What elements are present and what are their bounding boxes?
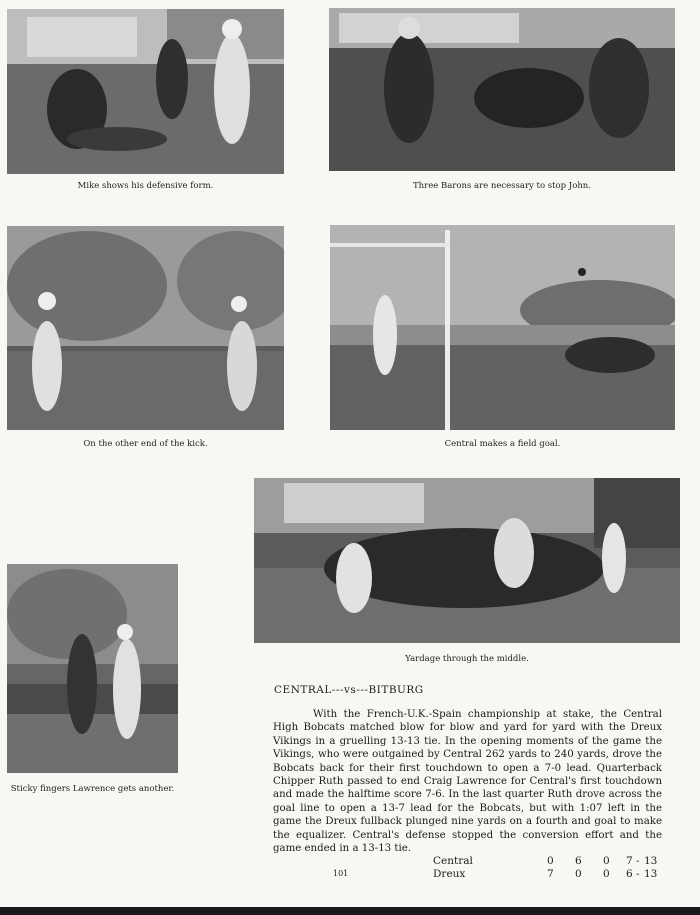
q4-score: 7 — [626, 855, 633, 867]
photo-defensive-form — [7, 9, 284, 174]
q1-score: 0 — [547, 855, 554, 867]
q4-score: 6 — [626, 868, 633, 880]
photo-caption: Central makes a field goal. — [444, 439, 561, 449]
photo-field-goal — [330, 225, 675, 430]
q1-score: 7 — [547, 868, 554, 880]
q3-score: 0 — [603, 868, 610, 880]
page-number: 101 — [333, 869, 349, 878]
photo-caption: On the other end of the kick. — [83, 439, 208, 449]
q2-score: 6 — [575, 855, 582, 867]
photo-sticky-fingers — [7, 564, 178, 773]
photo-caption: Three Barons are necessary to stop John. — [413, 181, 591, 191]
photo-caption: Yardage through the middle. — [405, 654, 529, 664]
photo-yardage-middle — [254, 478, 680, 643]
photo-three-barons — [329, 8, 675, 171]
page-bottom-edge — [0, 907, 700, 915]
q3-score: 0 — [603, 855, 610, 867]
photo-other-end-kick — [7, 226, 284, 430]
photo-caption: Sticky fingers Lawrence gets another. — [10, 784, 175, 794]
article-body — [273, 708, 662, 855]
article-paragraph: With the French-U.K.-Spain championship at stake, the Central High Bobcats matched blow for blow and yard for yard with the Dreux Vikings in a gruelling 13-13 tie. In the opening moments of the game the Vikings, who were outgained by Central 262 yards to 240 yards, drove the Bobcats back for their first touchdown to open a 7-0 lead. Quarterback Chipper Ruth passed to end Craig Lawrence for Central's first touchdown and made the halftime score 7-6. In the last quarter Ruth drove across the goal line to open a 13-7 lead for the Bobcats, but with 1:07 left in the game the Dreux fullback plunged nine yards on a fourth and goal to make the equalizer. Central's defense stopped the conversion effort and the game ended in a 13-13 tie. — [273, 709, 662, 855]
total-score: 13 — [644, 868, 658, 880]
score-dash: - — [636, 868, 640, 880]
team-name: Central — [433, 855, 473, 867]
article-title: CENTRAL---vs---BITBURG — [274, 684, 424, 696]
team-name: Dreux — [433, 868, 466, 880]
photo-caption: Mike shows his defensive form. — [77, 181, 214, 191]
score-dash: - — [636, 855, 640, 867]
score-row-central — [433, 855, 673, 868]
score-row-dreux — [433, 868, 673, 881]
q2-score: 0 — [575, 868, 582, 880]
total-score: 13 — [644, 855, 658, 867]
